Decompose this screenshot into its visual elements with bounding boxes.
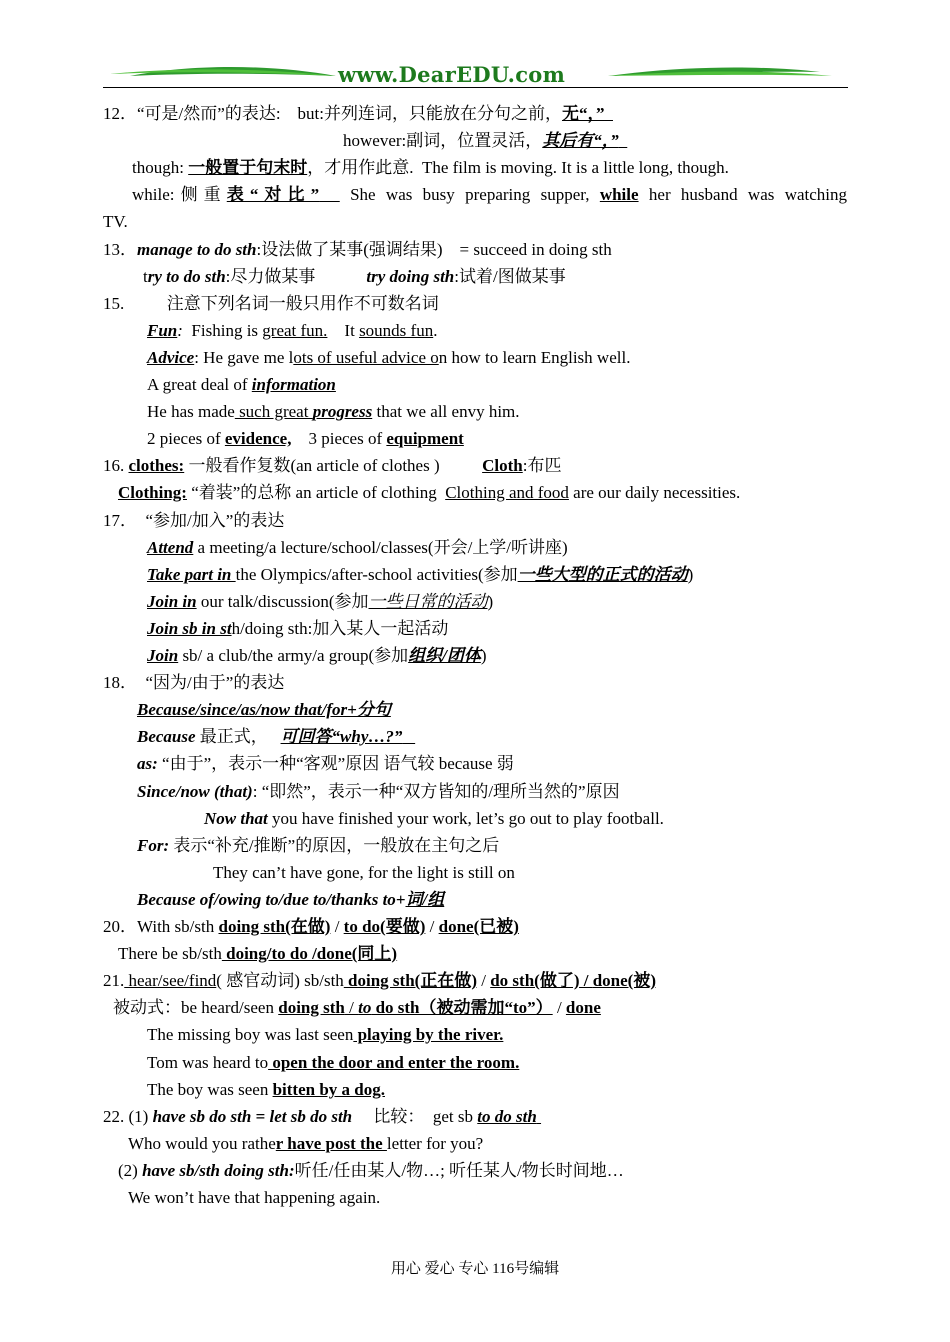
text-run: 被动式：be heard/seen: [113, 998, 279, 1017]
text-run: try doing sth: [366, 267, 455, 286]
doc-line: [143, 266, 566, 288]
text-run: :尽力做某事: [225, 267, 367, 286]
text-run: to do sth: [477, 1107, 537, 1126]
text-run: information: [251, 375, 336, 394]
header-divider: [103, 87, 848, 88]
text-run: 表示“补充/推断”的原因，一般放在主句之后: [169, 836, 500, 855]
text-run: playing by the river.: [353, 1025, 504, 1044]
text-run: 可回答“why…?”: [280, 727, 403, 746]
doc-line: [137, 835, 499, 857]
text-run: do sth（被动需加“to”）: [371, 998, 553, 1017]
text-run: “由于”，表示一种“客观”原因 语气较 because 弱: [157, 754, 514, 773]
text-run: hear/see/find: [124, 971, 217, 990]
doc-line: [147, 374, 336, 396]
text-run: doing sth(正在做): [343, 971, 477, 990]
text-run: 一般看作复数(an article of clothes ): [184, 456, 483, 475]
text-run: Since/now (that): [137, 782, 253, 801]
text-run: 12．“可是/然而”的表达: but:并列连词，只能放在分句之前，: [103, 104, 562, 123]
text-run: h/doing sth:加入某人一起活动: [231, 619, 449, 638]
text-run: 一些日常的活动: [368, 592, 488, 611]
text-run: though:: [132, 158, 189, 177]
text-run: ( 感官动词) sb/sth: [216, 971, 344, 990]
text-run: ry to do sth: [147, 267, 226, 286]
text-run: A great deal of: [147, 375, 252, 394]
doc-line: [103, 211, 128, 233]
text-run: 13．: [103, 240, 137, 259]
doc-line: [147, 645, 487, 667]
doc-line: [128, 1133, 483, 1155]
text-run: great fun.: [262, 321, 328, 340]
text-run: Because of/owing to/due to/thanks to+: [137, 890, 406, 909]
doc-line: [132, 184, 847, 206]
doc-line: [103, 970, 656, 992]
text-run: 比较： get sb: [352, 1107, 478, 1126]
text-run: [537, 1107, 541, 1126]
text-run: 18． “因为/由于”的表达: [103, 673, 285, 692]
text-run: n how to learn English well.: [438, 348, 631, 367]
text-run: the Olympics/after-school activities(参加: [235, 565, 518, 584]
text-run: have sb/sth doing sth:: [142, 1161, 295, 1180]
text-run: We won’t have that happening again.: [128, 1188, 381, 1207]
text-run: progress: [312, 402, 373, 421]
text-run: 2 pieces of: [147, 429, 225, 448]
text-run: /: [425, 917, 439, 936]
text-run: ，才用作此意. The film is moving. It is a little long, though.: [307, 158, 729, 177]
text-run: : He gave me l: [194, 348, 294, 367]
text-run: to: [358, 998, 372, 1017]
text-run: you have finished your work, let’s go out to play football.: [267, 809, 664, 828]
text-run: such great: [234, 402, 313, 421]
text-run: The boy was seen: [147, 1080, 273, 1099]
text-run: Join sb in st: [147, 619, 232, 638]
text-run: There be sb/sth: [118, 944, 222, 963]
text-run: 15. 注意下列名词一般只用作不可数名词: [103, 294, 439, 313]
text-run: Take part in: [147, 565, 236, 584]
text-run: /: [330, 917, 344, 936]
doc-line: [147, 1079, 385, 1101]
text-run: however:副词，位置灵活，: [343, 131, 543, 150]
page-footer: 用心 爱心 专心 116号编辑: [390, 1261, 560, 1277]
doc-line: [103, 455, 561, 477]
doc-line: [103, 239, 612, 261]
doc-line: [147, 1024, 503, 1046]
doc-line: [103, 103, 613, 125]
text-run: 词/组: [405, 890, 445, 909]
text-run: :试着/图做某事: [454, 267, 566, 286]
doc-line: [103, 510, 284, 532]
text-run: manage to do sth: [137, 240, 257, 259]
text-run: They can’t have gone, for the light is still on: [213, 863, 515, 882]
text-run: her husband was watching: [638, 185, 848, 204]
text-run: Clothing:: [118, 483, 187, 502]
doc-line: [103, 1106, 541, 1128]
text-run: done: [565, 998, 601, 1017]
text-run: 17． “参加/加入”的表达: [103, 511, 285, 530]
text-run: while:侧重: [132, 185, 227, 204]
text-run: Who would you rathe: [128, 1134, 276, 1153]
text-run: 20．With sb/sth: [103, 917, 219, 936]
text-run: Because: [137, 727, 196, 746]
page-header: [100, 62, 848, 90]
text-run: a meeting/a lecture/school/classes(开会/上学/听讲座): [193, 538, 568, 557]
text-run: [619, 131, 628, 150]
text-run: : “即然”，表示一种“双方皆知的/理所当然的”原因: [252, 782, 620, 801]
doc-line: [343, 130, 627, 152]
text-run: do sth(做了): [490, 971, 580, 990]
text-run: :: [177, 321, 183, 340]
text-run: Tom was heard to: [147, 1053, 269, 1072]
doc-line: [147, 347, 630, 369]
text-run: TV.: [103, 212, 128, 231]
doc-line: [103, 293, 439, 315]
doc-line: [128, 1187, 380, 1209]
text-run: r have post the: [275, 1134, 387, 1153]
text-run: [402, 727, 415, 746]
text-run: [604, 104, 613, 123]
text-run: /: [579, 971, 593, 990]
doc-line: [137, 699, 391, 721]
text-run: while: [599, 185, 639, 204]
doc-line: [147, 1052, 519, 1074]
text-run: 最正式，: [195, 727, 281, 746]
text-run: (2): [118, 1161, 143, 1180]
text-run: are our daily necessities.: [568, 483, 741, 502]
text-run: 3 pieces of: [291, 429, 387, 448]
text-run: Because/since/as/now that/for+分句: [137, 700, 391, 719]
text-run: have sb do sth = let sb do sth: [152, 1107, 353, 1126]
doc-line: [147, 320, 437, 342]
text-run: doing sth: [278, 998, 345, 1017]
text-run: /: [476, 971, 491, 990]
text-run: “着装”的总称 an article of clothing: [186, 483, 446, 502]
text-run: :设法做了某事(强调结果) = succeed in doing sth: [256, 240, 612, 259]
doc-line: [103, 916, 519, 938]
text-run: Join: [147, 646, 179, 665]
text-run: It: [327, 321, 360, 340]
text-run: For:: [137, 836, 170, 855]
text-run: doing sth(在做): [218, 917, 331, 936]
text-run: 22. (1): [103, 1107, 153, 1126]
text-run: 组织/团体: [408, 646, 481, 665]
text-run: 一般置于句末时: [188, 158, 308, 177]
doc-line: [137, 726, 415, 748]
text-run: 16.: [103, 456, 129, 475]
text-run: evidence,: [224, 429, 292, 448]
doc-line: [147, 564, 693, 586]
doc-line: [147, 428, 464, 450]
text-run: Clothing and food: [445, 483, 569, 502]
text-run: /: [552, 998, 566, 1017]
text-run: Fun: [147, 321, 178, 340]
text-run: that we all envy him.: [372, 402, 520, 421]
text-run: [319, 185, 340, 204]
text-run: The missing boy was last seen: [147, 1025, 354, 1044]
doc-line: [147, 591, 493, 613]
text-run: 表“对比”: [226, 185, 320, 204]
doc-line: [147, 401, 520, 423]
text-run: t: [143, 267, 148, 286]
doc-line: [147, 537, 568, 559]
text-run: sb/ a club/the army/a group(参加: [178, 646, 409, 665]
text-run: open the door and enter the room.: [268, 1053, 520, 1072]
text-run: Now that: [204, 809, 268, 828]
text-run: letter for you?: [386, 1134, 484, 1153]
doc-line: [118, 943, 397, 965]
text-run: Join in: [147, 592, 197, 611]
text-run: Advice: [147, 348, 195, 367]
text-run: as:: [137, 754, 158, 773]
doc-line: [137, 781, 620, 803]
text-run: /: [344, 998, 359, 1017]
text-run: ): [687, 565, 694, 584]
text-run: done(已被): [438, 917, 519, 936]
doc-line: [132, 157, 729, 179]
text-run: doing/to do /done(同上): [221, 944, 398, 963]
doc-line: [118, 482, 740, 504]
text-run: .: [433, 321, 438, 340]
text-run: to do(要做): [343, 917, 426, 936]
text-run: ): [487, 592, 494, 611]
text-run: bitten by a dog.: [272, 1080, 385, 1099]
text-run: He has made: [147, 402, 235, 421]
text-run: 听任/任由某人/物…; 听任某人/物长时间地…: [294, 1161, 624, 1180]
text-run: 其后有“，”: [542, 131, 619, 150]
site-logo-text: www.DearEDU.com: [338, 62, 566, 87]
text-run: Cloth: [482, 456, 523, 475]
doc-line: [137, 889, 444, 911]
doc-line: [147, 618, 448, 640]
text-run: 21.: [103, 971, 125, 990]
doc-line: [137, 753, 514, 775]
text-run: :布匹: [522, 456, 562, 475]
text-run: clothes:: [128, 456, 185, 475]
text-run: equipment: [386, 429, 464, 448]
text-run: our talk/discussion(参加: [196, 592, 369, 611]
text-run: ): [480, 646, 487, 665]
doc-line: [204, 808, 664, 830]
text-run: sounds fun: [359, 321, 434, 340]
doc-line: [113, 997, 601, 1019]
text-run: She was busy preparing supper,: [339, 185, 600, 204]
text-run: ots of useful advice o: [293, 348, 439, 367]
doc-line: [103, 672, 284, 694]
text-run: Attend: [147, 538, 194, 557]
text-run: 一些大型的正式的活动: [517, 565, 688, 584]
doc-line: [118, 1160, 624, 1182]
text-run: 无“，”: [561, 104, 605, 123]
text-run: Fishing is: [182, 321, 263, 340]
text-run: done(被): [592, 971, 656, 990]
doc-line: [213, 862, 515, 884]
